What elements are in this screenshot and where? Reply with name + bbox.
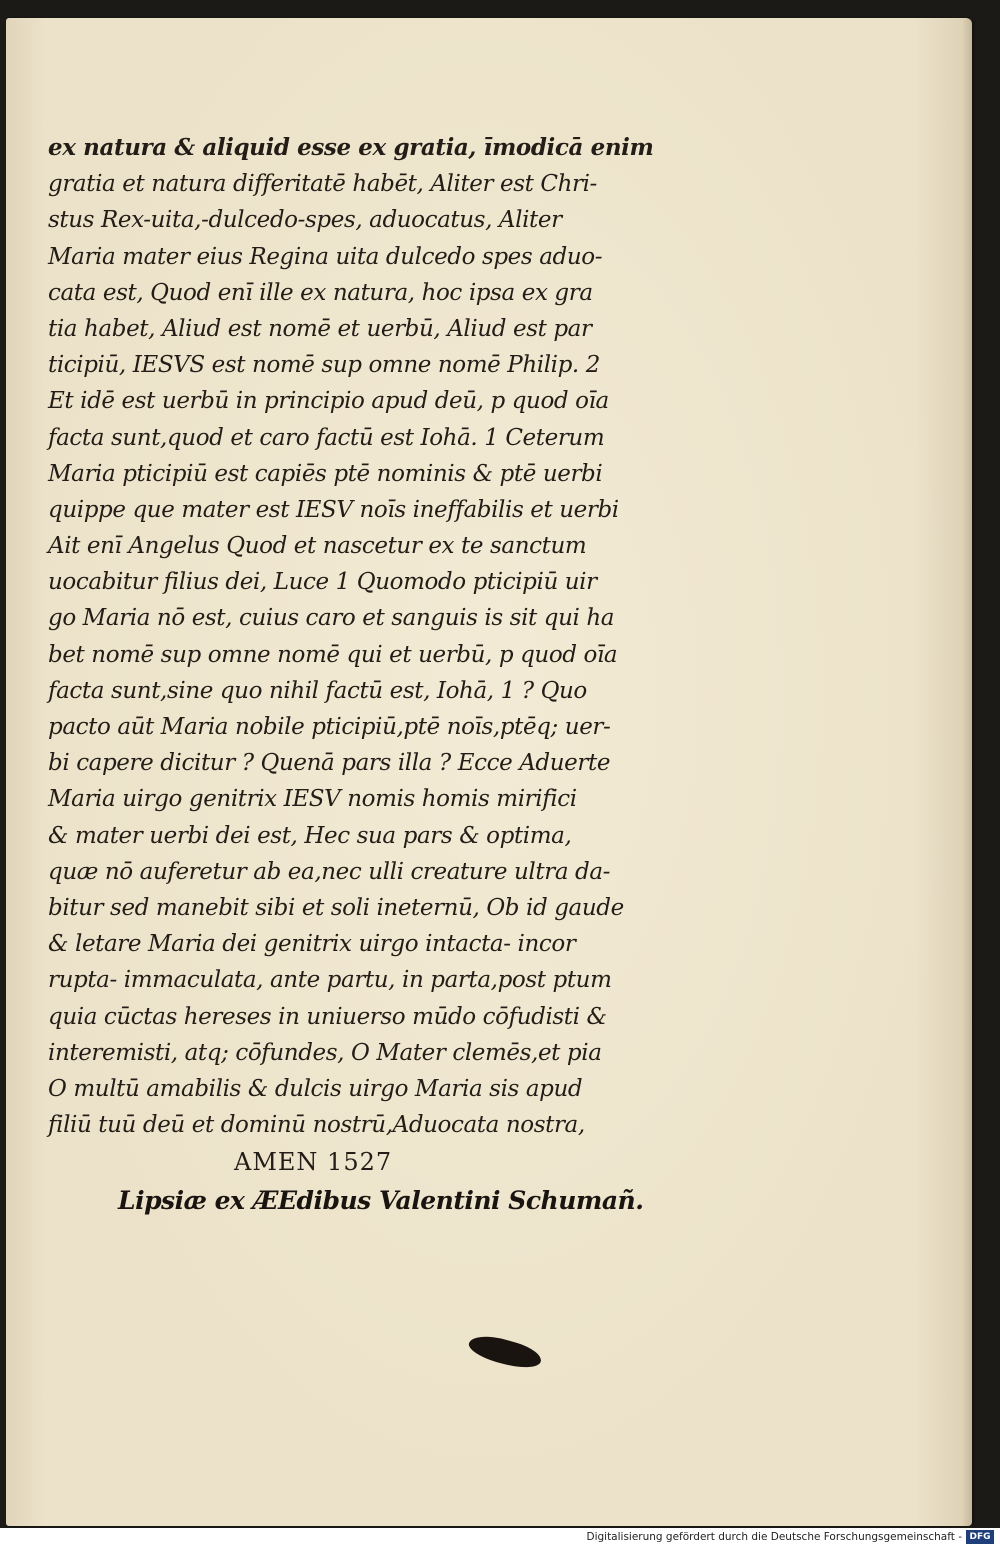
text-line: tia habet, Aliud est nomē et uerbū, Aliud est par: [48, 315, 592, 342]
ink-blot-ornament: [466, 1330, 544, 1373]
text-line: ex natura & aliquid esse ex gratia, īmodicā enim: [48, 134, 654, 161]
text-line: facta sunt,quod et caro factū est Iohā. 1 Ceterum: [48, 424, 605, 451]
page-edge-shadow: [962, 18, 972, 1526]
amen-date-line: AMEN 1527: [234, 1148, 393, 1176]
text-line: filiū tuū deū et dominū nostrū,Aduocata nostra,: [48, 1112, 585, 1139]
text-line: O multū amabilis & dulcis uirgo Maria sis apud: [48, 1075, 583, 1102]
text-line: Maria pticipiū est capiēs ptē nominis & ptē uerbi: [48, 460, 603, 487]
text-line: facta sunt,sine quo nihil factū est, Iohā, 1 ? Quo: [48, 677, 587, 704]
text-line: bi capere dicitur ? Quenā pars illa ? Ecce Aduerte: [48, 750, 611, 777]
text-line: quæ nō auferetur ab ea,nec ulli creature ultra da-: [48, 858, 611, 885]
funding-notice: Digitalisierung gefördert durch die Deutsche Forschungsgemeinschaft -: [586, 1531, 962, 1543]
body-text: [48, 130, 654, 1143]
text-line: quippe que mater est IESV noīs ineffabilis et uerbi: [48, 496, 619, 523]
book-page: [6, 18, 972, 1526]
text-line: bet nomē sup omne nomē qui et uerbū, p quod oīa: [48, 641, 618, 668]
text-line: stus Rex-uita,-dulcedo-spes, aduocatus, Aliter: [48, 207, 562, 234]
text-line: Maria mater eius Regina uita dulcedo spes aduo-: [48, 243, 603, 270]
text-line: bitur sed manebit sibi et soli ineternū, Ob id gaude: [48, 894, 624, 921]
printer-imprint: Lipsiæ ex ÆEdibus Valentini Schumañ.: [118, 1186, 644, 1215]
text-line: pacto aūt Maria nobile pticipiū,ptē noīs,ptēq; uer-: [48, 714, 611, 740]
text-line: & mater uerbi dei est, Hec sua pars & optima,: [48, 822, 572, 849]
text-line: rupta- immaculata, ante partu, in parta,post ptum: [48, 967, 612, 994]
digitization-footer: [0, 1528, 1000, 1547]
text-line: uocabitur filius dei, Luce 1 Quomodo pticipiū uir: [48, 569, 597, 596]
text-line: cata est, Quod enī ille ex natura, hoc ipsa ex gra: [48, 279, 593, 306]
text-line: ticipiū, IESVS est nomē sup omne nomē Philip. 2: [48, 352, 600, 379]
text-line: Maria uirgo genitrix IESV nomis homis mirifici: [48, 786, 577, 813]
text-line: & letare Maria dei genitrix uirgo intacta- incor: [48, 931, 576, 958]
dfg-logo: DFG: [966, 1530, 994, 1544]
text-line: gratia et natura differitatē habēt, Aliter est Chri-: [48, 171, 597, 198]
text-line: go Maria nō est, cuius caro et sanguis is sit qui ha: [48, 605, 615, 632]
text-line: Et idē est uerbū in principio apud deū, p quod oīa: [48, 388, 609, 415]
text-line: Ait enī Angelus Quod et nascetur ex te sanctum: [48, 533, 587, 560]
text-line: interemisti, atq; cōfundes, O Mater clemēs,et pia: [48, 1039, 602, 1066]
text-line: quia cūctas hereses in uniuerso mūdo cōfudisti &: [48, 1003, 607, 1030]
